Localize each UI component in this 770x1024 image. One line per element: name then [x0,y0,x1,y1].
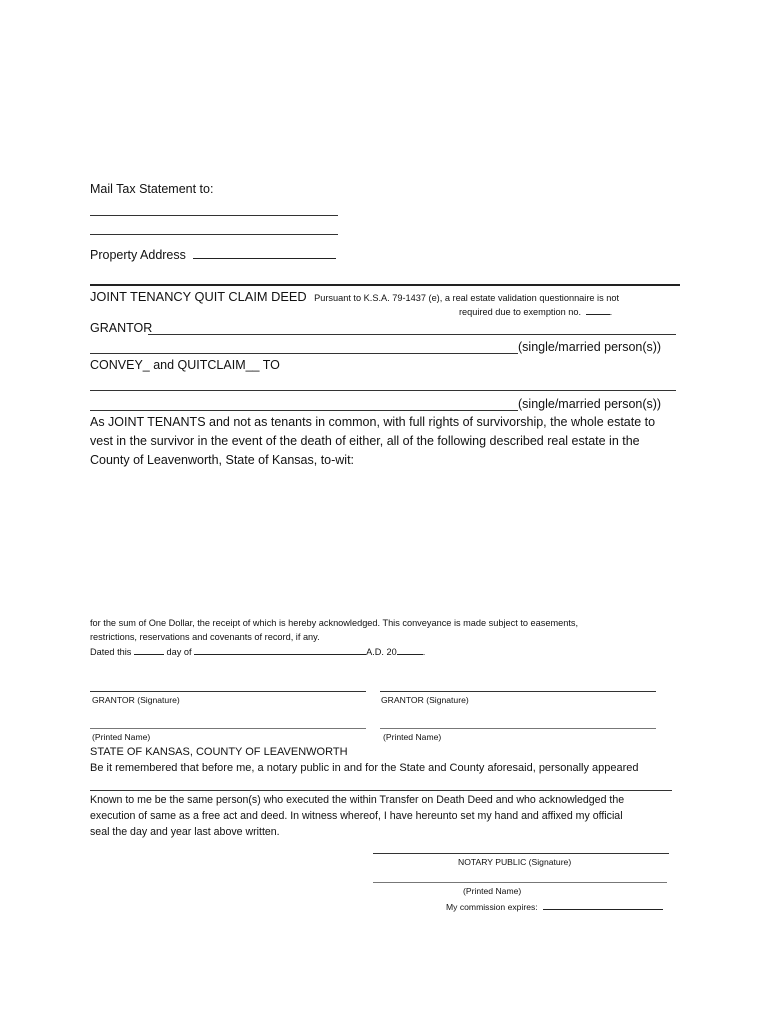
dated-month-field[interactable] [194,646,366,655]
dated-end: . [422,647,426,657]
property-address-row [90,248,336,262]
consideration-line-1: for the sum of One Dollar, the receipt of which is hereby acknowledged. This conveyance is made subject to easements, [90,618,579,628]
title-divider [90,284,680,286]
exemption-suffix: . [609,307,613,317]
mail-tax-line-1[interactable] [90,215,338,216]
printed-name-label-left: (Printed Name) [92,732,151,742]
commission-row [446,901,663,912]
body-line-2: vest in the survivor in the event of the death of either, all of the following described real estate in the [90,434,640,448]
consideration-line-2: restrictions, reservations and covenants of record, if any. [90,632,320,642]
grantor-signature-line-left[interactable] [90,691,366,692]
printed-name-label-right: (Printed Name) [383,732,442,742]
exemption-row [459,306,612,317]
mail-tax-line-2[interactable] [90,234,338,235]
appeared-field[interactable] [90,790,672,791]
known-line-3: seal the day and year last above written. [90,826,280,838]
dated-year-field[interactable] [397,646,423,655]
exemption-number-field[interactable] [586,306,610,315]
deed-title-row [90,288,619,306]
known-line-1: Known to me be the same person(s) who executed the within Transfer on Death Deed and who acknowledged the [90,794,625,806]
grantor-signature-label-left: GRANTOR (Signature) [92,695,180,705]
body-line-1: As JOINT TENANTS and not as tenants in common, with full rights of survivorship, the whole estate to [90,415,656,429]
notary-printed-name-line[interactable] [373,882,667,883]
dated-row [90,646,425,657]
known-line-2: execution of same as a free act and deed. In witness whereof, I have hereunto set my hand and affixed my official [90,810,623,822]
property-address-label: Property Address [90,248,186,262]
notary-signature-label: NOTARY PUBLIC (Signature) [458,857,572,867]
commission-expires-field[interactable] [543,901,663,910]
state-county-line: STATE OF KANSAS, COUNTY OF LEAVENWORTH [90,746,348,758]
convey-quitclaim-label: CONVEY_ and QUITCLAIM__ TO [90,358,280,372]
pursuant-text: Pursuant to K.S.A. 79-1437 (e), a real estate validation questionnaire is not [314,293,620,303]
remembered-line: Be it remembered that before me, a notary public in and for the State and County aforesaid, personally appeared [90,762,639,774]
notary-printed-name-label: (Printed Name) [463,886,522,896]
grantee-field[interactable] [90,390,676,391]
grantor-marital-status: (single/married person(s)) [518,340,662,354]
mail-tax-heading: Mail Tax Statement to: [90,182,214,196]
grantor-label: GRANTOR [90,321,153,335]
grantor-signature-line-right[interactable] [380,691,656,692]
grantor-field[interactable] [148,334,676,335]
dated-day-field[interactable] [134,646,164,655]
grantee-marital-status: (single/married person(s)) [518,397,662,411]
legal-description-area[interactable] [90,478,676,608]
body-line-3: County of Leavenworth, State of Kansas, to-wit: [90,453,355,467]
dated-ad-label: A.D. 20 [366,647,397,657]
property-address-field[interactable] [193,248,336,259]
notary-signature-line[interactable] [373,853,669,854]
grantor-signature-label-right: GRANTOR (Signature) [381,695,469,705]
grantor-field-2[interactable] [90,353,518,354]
deed-title: JOINT TENANCY QUIT CLAIM DEED [90,289,307,304]
dated-day-of-label: day of [166,647,192,657]
dated-label: Dated this [90,647,132,657]
grantee-field-2[interactable] [90,410,518,411]
commission-label: My commission expires: [446,902,538,912]
printed-name-line-left[interactable] [90,728,366,729]
exemption-label: required due to exemption no. [459,307,582,317]
printed-name-line-right[interactable] [380,728,656,729]
